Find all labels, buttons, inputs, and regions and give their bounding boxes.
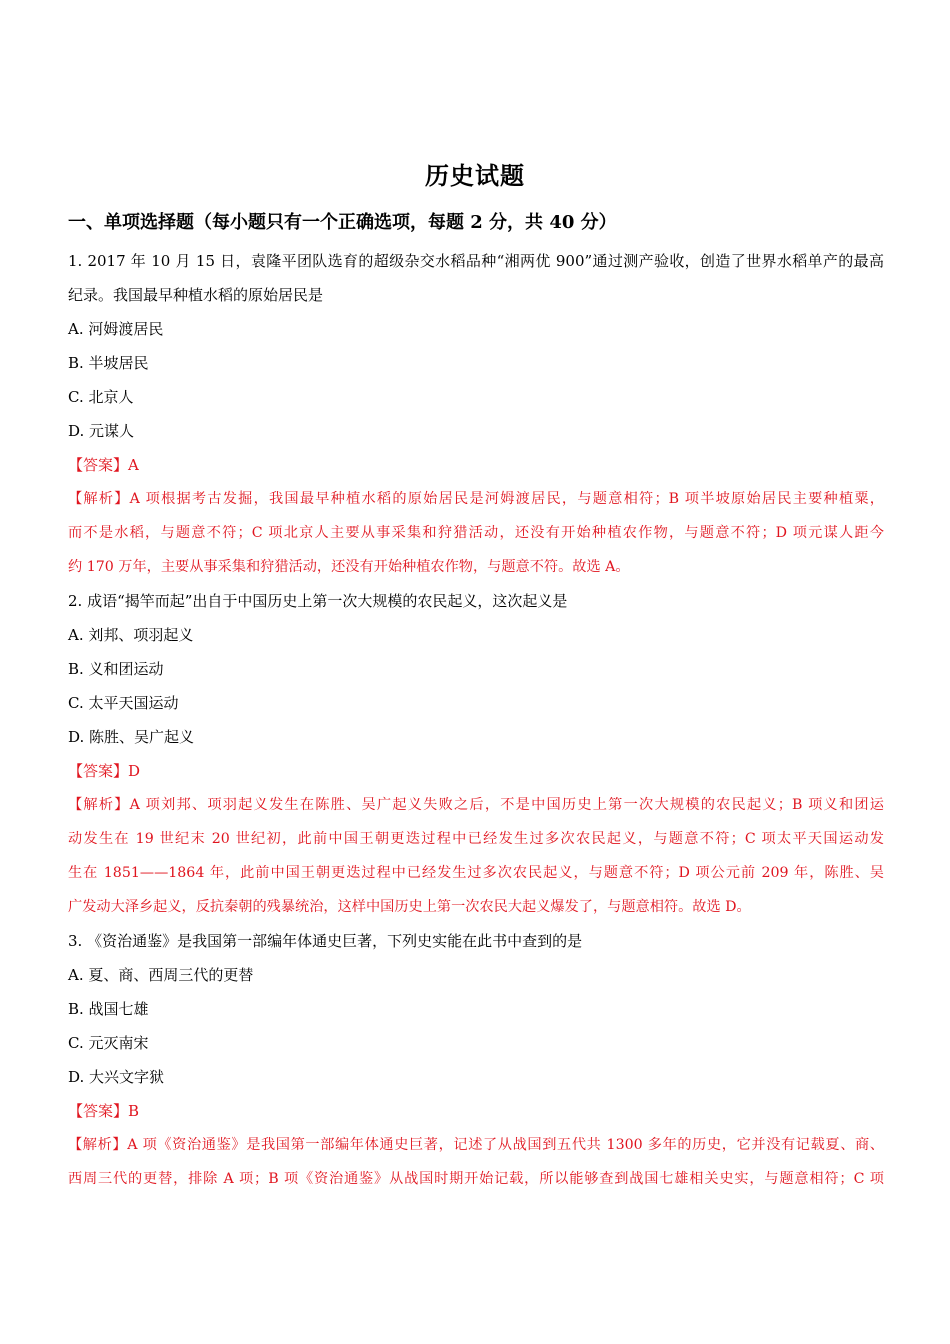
question-2-option-a: A. 刘邦、项羽起义	[68, 626, 194, 644]
question-1-option-b: B. 半坡居民	[68, 354, 149, 372]
question-2-analysis-line-1: 【解析】A 项刘邦、项羽起义发生在陈胜、吴广起义失败之后，不是中国历史上第一次大规模的农民起义；B 项义和团运	[68, 797, 884, 813]
question-2-analysis-line-3: 生在 1851——1864 年，此前中国王朝更迭过程中已经发生过多次农民起义，与题意不符；D 项公元前 209 年，陈胜、吴	[68, 865, 884, 881]
question-2-analysis-line-4: 广发动大泽乡起义，反抗秦朝的残暴统治，这样中国历史上第一次农民大起义爆发了，与题意相符。故选 D。	[68, 899, 751, 915]
question-3-analysis-line-1: 【解析】A 项《资治通鉴》是我国第一部编年体通史巨著，记述了从战国到五代共 1300 多年的历史，它并没有记载夏、商、	[68, 1137, 884, 1153]
question-3-stem: 3. 《资治通鉴》是我国第一部编年体通史巨著，下列史实能在此书中查到的是	[68, 932, 583, 950]
question-2-answer: 【答案】D	[68, 762, 141, 780]
question-2-option-b: B. 义和团运动	[68, 660, 164, 678]
question-1-analysis-line-1: 【解析】A 项根据考古发掘，我国最早种植水稻的原始居民是河姆渡居民，与题意相符；B 项半坡原始居民主要种植粟，	[68, 491, 884, 507]
question-3-option-c: C. 元灭南宋	[68, 1034, 149, 1052]
section-heading: 一、单项选择题（每小题只有一个正确选项，每题 2 分，共 40 分）	[68, 212, 617, 233]
question-1-stem-line-1: 1. 2017 年 10 月 15 日，袁隆平团队选育的超级杂交水稻品种“湘两优 900”通过测产验收，创造了世界水稻单产的最高	[68, 252, 884, 270]
question-1-answer: 【答案】A	[68, 456, 139, 474]
question-1-option-a: A. 河姆渡居民	[68, 320, 164, 338]
question-3-analysis-line-2: 西周三代的更替，排除 A 项；B 项《资治通鉴》从战国时期开始记载，所以能够查到战国七雄相关史实，与题意相符；C 项	[68, 1171, 884, 1187]
question-2-option-d: D. 陈胜、吴广起义	[68, 728, 195, 746]
page-title: 历史试题	[425, 161, 525, 190]
question-3-answer: 【答案】B	[68, 1102, 140, 1120]
question-1-analysis-line-3: 约 170 万年，主要从事采集和狩猎活动，还没有开始种植农作物，与题意不符。故选 A。	[68, 559, 630, 575]
question-3-option-d: D. 大兴文字狱	[68, 1068, 165, 1086]
question-2-option-c: C. 太平天国运动	[68, 694, 179, 712]
question-1-analysis-line-2: 而不是水稻，与题意不符；C 项北京人主要从事采集和狩猎活动，还没有开始种植农作物，与题意不符；D 项元谋人距今	[68, 525, 884, 541]
question-3-option-a: A. 夏、商、西周三代的更替	[68, 966, 254, 984]
question-2-analysis-line-2: 动发生在 19 世纪末 20 世纪初，此前中国王朝更迭过程中已经发生过多次农民起义，与题意不符；C 项太平天国运动发	[68, 831, 884, 847]
question-1-stem-line-2: 纪录。我国最早种植水稻的原始居民是	[68, 286, 324, 304]
question-1-option-c: C. 北京人	[68, 388, 134, 406]
question-2-stem: 2. 成语“揭竿而起”出自于中国历史上第一次大规模的农民起义，这次起义是	[68, 592, 568, 610]
question-1-option-d: D. 元谋人	[68, 422, 135, 440]
question-3-option-b: B. 战国七雄	[68, 1000, 149, 1018]
question-list	[68, 244, 884, 1196]
